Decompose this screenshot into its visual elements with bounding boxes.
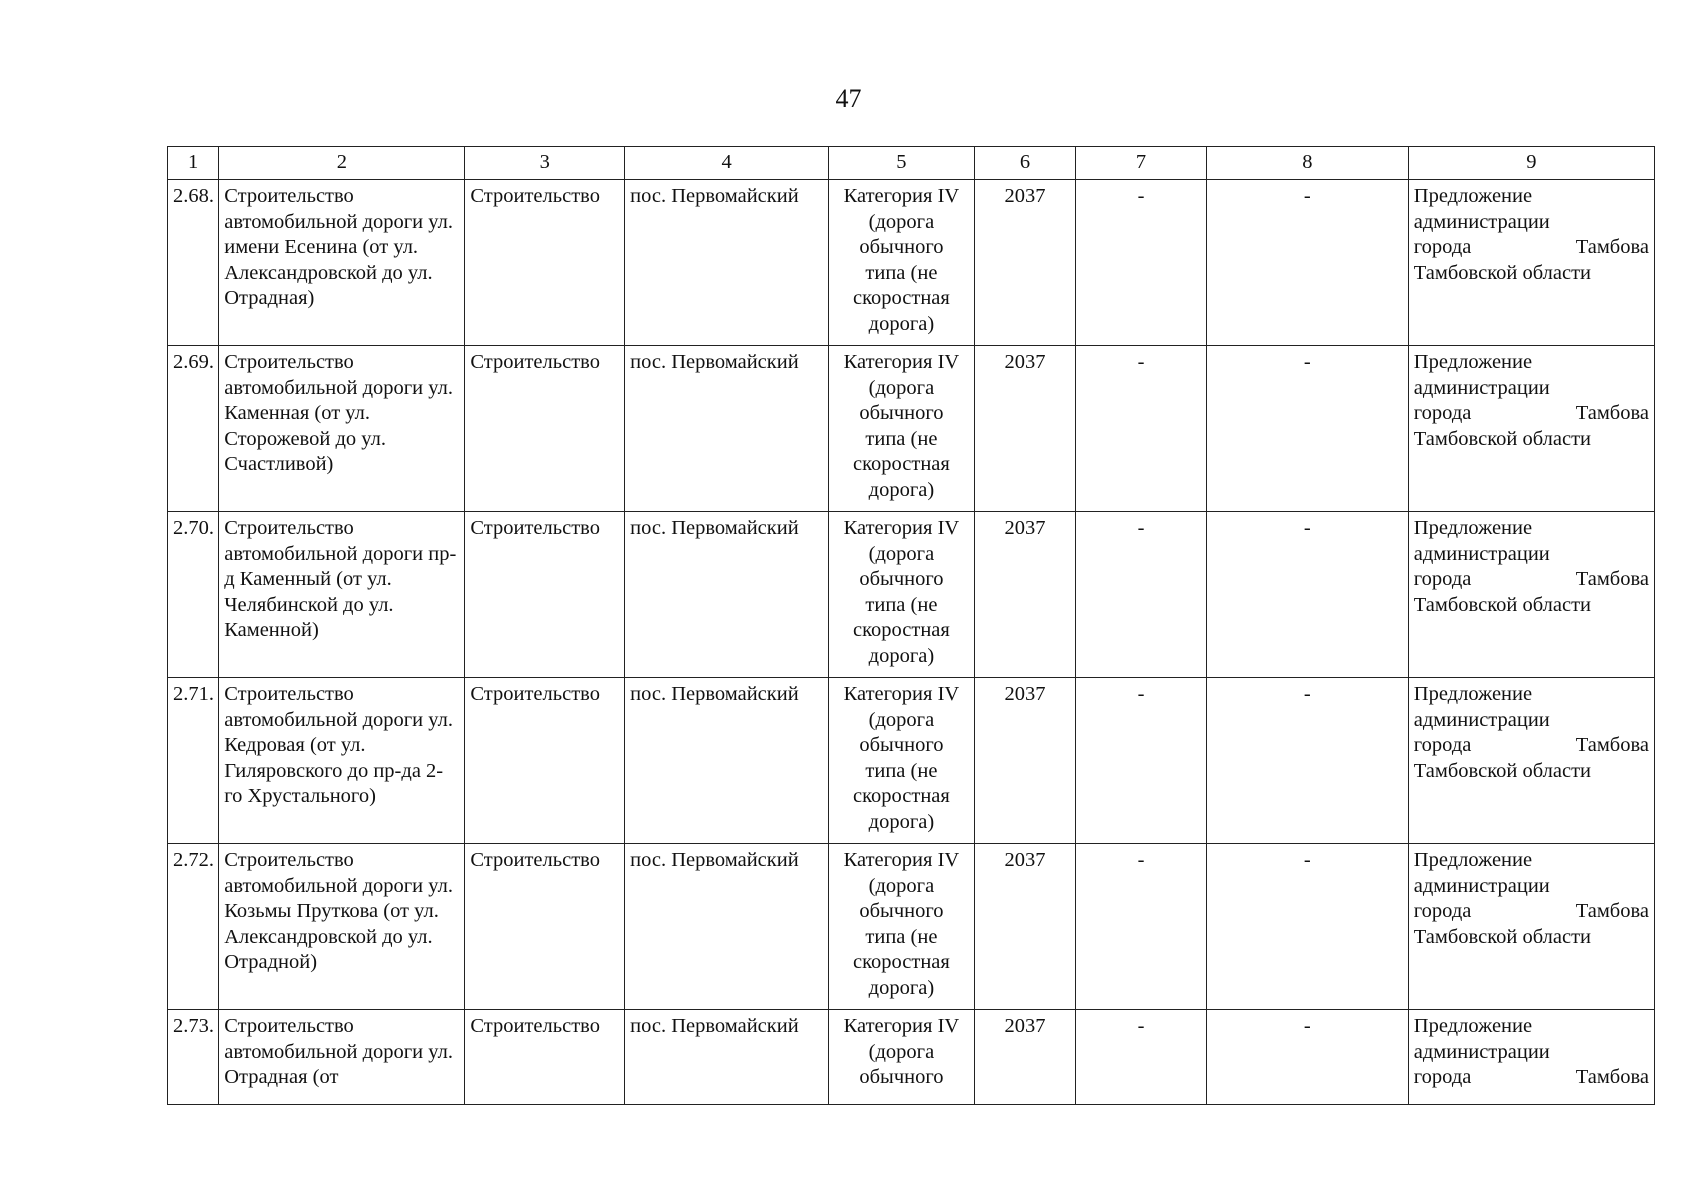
road-category: Категория IV (дорога обычного типа (не скоростная дорога) bbox=[829, 180, 975, 346]
location: пос. Первомайский bbox=[625, 1010, 829, 1105]
object-name: Строительство автомобильной дороги ул. имени Есенина (от ул. Александровской до ул. Отрадная) bbox=[219, 180, 465, 346]
work-type: Строительство bbox=[465, 346, 625, 512]
object-name: Строительство автомобильной дороги ул. Отрадная (от bbox=[219, 1010, 465, 1105]
table-row bbox=[168, 1010, 1655, 1105]
column-header: 5 bbox=[829, 147, 975, 180]
column-8-value: - bbox=[1206, 1010, 1408, 1105]
column-header: 2 bbox=[219, 147, 465, 180]
object-name: Строительство автомобильной дороги ул. Козьмы Пруткова (от ул. Александровской до ул. Отрадной) bbox=[219, 844, 465, 1010]
column-7-value: - bbox=[1076, 678, 1207, 844]
row-number: 2.69. bbox=[168, 346, 219, 512]
basis-word: Тамбова bbox=[1575, 236, 1649, 258]
location: пос. Первомайский bbox=[625, 346, 829, 512]
basis-line: Тамбовской области bbox=[1413, 427, 1591, 450]
location: пос. Первомайский bbox=[625, 180, 829, 346]
column-header: 8 bbox=[1206, 147, 1408, 180]
header-row bbox=[168, 147, 1655, 180]
basis-word: Тамбова bbox=[1575, 568, 1649, 590]
basis-line bbox=[1414, 401, 1649, 427]
year: 2037 bbox=[974, 1010, 1075, 1105]
column-7-value: - bbox=[1076, 180, 1207, 346]
work-type: Строительство bbox=[465, 1010, 625, 1105]
basis-word: Тамбова bbox=[1575, 402, 1649, 424]
basis bbox=[1408, 512, 1654, 678]
basis bbox=[1408, 678, 1654, 844]
table-row bbox=[168, 678, 1655, 844]
basis-line: Предложение bbox=[1413, 683, 1533, 705]
work-type: Строительство bbox=[465, 512, 625, 678]
work-type: Строительство bbox=[465, 844, 625, 1010]
column-8-value: - bbox=[1206, 346, 1408, 512]
basis-line: администрации bbox=[1413, 1040, 1550, 1063]
column-8-value: - bbox=[1206, 844, 1408, 1010]
location: пос. Первомайский bbox=[625, 678, 829, 844]
basis-line: администрации bbox=[1413, 376, 1550, 399]
column-header: 4 bbox=[625, 147, 829, 180]
road-category: Категория IV (дорога обычного типа (не скоростная дорога) bbox=[829, 678, 975, 844]
road-category: Категория IV (дорога обычного bbox=[829, 1010, 975, 1105]
column-7-value: - bbox=[1076, 844, 1207, 1010]
table-row bbox=[168, 180, 1655, 346]
year: 2037 bbox=[974, 346, 1075, 512]
column-header: 9 bbox=[1408, 147, 1654, 180]
basis-line: администрации bbox=[1413, 874, 1550, 897]
table-row bbox=[168, 512, 1655, 678]
basis-line: Тамбовской области bbox=[1413, 925, 1591, 948]
column-8-value: - bbox=[1206, 180, 1408, 346]
road-category: Категория IV (дорога обычного типа (не скоростная дорога) bbox=[829, 346, 975, 512]
basis-word: города bbox=[1413, 568, 1472, 590]
object-name: Строительство автомобильной дороги пр-д Каменный (от ул. Челябинской до ул. Каменной) bbox=[219, 512, 465, 678]
basis-line: Предложение bbox=[1413, 351, 1533, 373]
column-header: 3 bbox=[465, 147, 625, 180]
column-8-value: - bbox=[1206, 678, 1408, 844]
road-category: Категория IV (дорога обычного типа (не скоростная дорога) bbox=[829, 844, 975, 1010]
basis bbox=[1408, 844, 1654, 1010]
basis-line: администрации bbox=[1413, 708, 1550, 731]
column-7-value: - bbox=[1076, 1010, 1207, 1105]
location: пос. Первомайский bbox=[625, 512, 829, 678]
page-number: 47 bbox=[835, 84, 862, 113]
basis-line: Предложение bbox=[1413, 517, 1533, 539]
row-number: 2.73. bbox=[168, 1010, 219, 1105]
basis-word: города bbox=[1413, 402, 1472, 424]
basis-line: администрации bbox=[1413, 542, 1550, 565]
basis-line bbox=[1414, 235, 1649, 261]
basis-word: города bbox=[1413, 900, 1472, 922]
row-number: 2.72. bbox=[168, 844, 219, 1010]
location: пос. Первомайский bbox=[625, 844, 829, 1010]
work-type: Строительство bbox=[465, 180, 625, 346]
object-name: Строительство автомобильной дороги ул. Каменная (от ул. Сторожевой до ул. Счастливой) bbox=[219, 346, 465, 512]
basis-word: Тамбова bbox=[1575, 734, 1649, 756]
year: 2037 bbox=[974, 678, 1075, 844]
basis-line bbox=[1414, 567, 1649, 593]
basis-line: Предложение bbox=[1413, 849, 1533, 871]
basis-word: города bbox=[1413, 734, 1472, 756]
road-construction-table bbox=[167, 146, 1655, 1105]
basis-word: Тамбова bbox=[1575, 900, 1649, 922]
column-header: 6 bbox=[974, 147, 1075, 180]
basis bbox=[1408, 180, 1654, 346]
basis-line: Тамбовской области bbox=[1413, 593, 1591, 616]
basis-word: города bbox=[1413, 236, 1472, 258]
basis bbox=[1408, 1010, 1654, 1105]
basis-word: города bbox=[1413, 1066, 1472, 1088]
row-number: 2.70. bbox=[168, 512, 219, 678]
work-type: Строительство bbox=[465, 678, 625, 844]
year: 2037 bbox=[974, 180, 1075, 346]
year: 2037 bbox=[974, 844, 1075, 1010]
road-category: Категория IV (дорога обычного типа (не скоростная дорога) bbox=[829, 512, 975, 678]
table-row bbox=[168, 346, 1655, 512]
row-number: 2.68. bbox=[168, 180, 219, 346]
object-name: Строительство автомобильной дороги ул. Кедровая (от ул. Гиляровского до пр-да 2-го Хрустального) bbox=[219, 678, 465, 844]
column-7-value: - bbox=[1076, 512, 1207, 678]
row-number: 2.71. bbox=[168, 678, 219, 844]
basis-line: Тамбовской области bbox=[1413, 759, 1591, 782]
year: 2037 bbox=[974, 512, 1075, 678]
column-7-value: - bbox=[1076, 346, 1207, 512]
table-row bbox=[168, 844, 1655, 1010]
basis-line bbox=[1414, 899, 1649, 925]
column-8-value: - bbox=[1206, 512, 1408, 678]
basis-line: администрации bbox=[1413, 210, 1550, 233]
basis-line bbox=[1414, 733, 1649, 759]
basis-line bbox=[1414, 1065, 1649, 1091]
basis-line: Предложение bbox=[1413, 1015, 1533, 1037]
basis bbox=[1408, 346, 1654, 512]
basis-line: Предложение bbox=[1413, 185, 1533, 207]
basis-line: Тамбовской области bbox=[1413, 261, 1591, 284]
column-header: 1 bbox=[168, 147, 219, 180]
column-header: 7 bbox=[1076, 147, 1207, 180]
basis-word: Тамбова bbox=[1575, 1066, 1649, 1088]
